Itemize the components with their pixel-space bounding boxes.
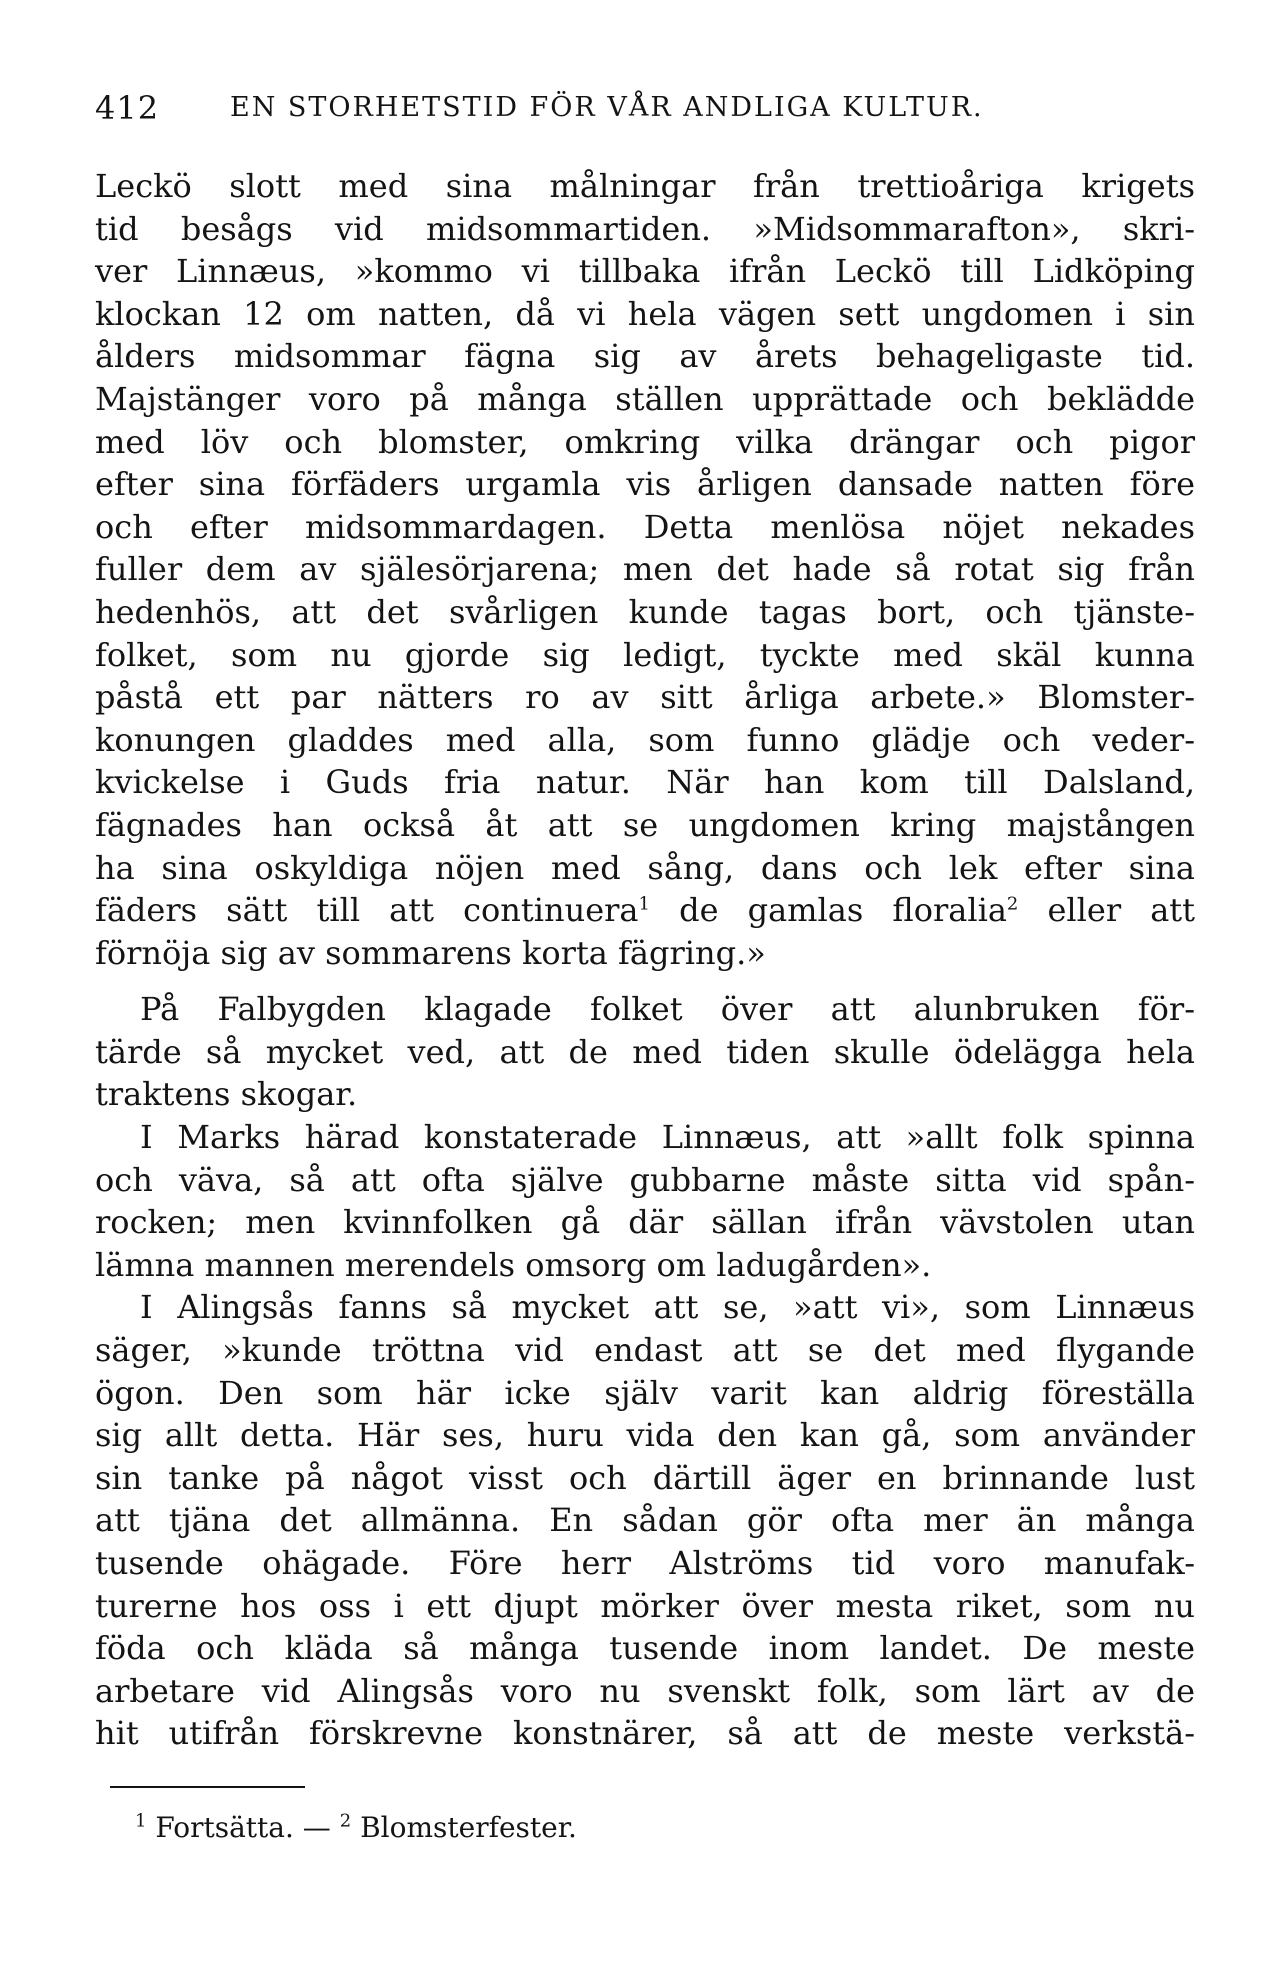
paragraph: [95, 1116, 1195, 1286]
text-line: hit utifrån förskrevne konstnärer, så att de meste verkstä-: [95, 1714, 1195, 1753]
text-line: traktens skogar.: [95, 1075, 358, 1114]
paragraph: [95, 988, 1195, 1116]
text-line: med löv och blomster, omkring vilka drängar och pigor: [95, 422, 1195, 461]
text-line: På Falbygden klagade folket över att alunbruken för-: [140, 990, 1195, 1029]
page-number: 412: [95, 89, 160, 127]
footnote-ref-2[interactable]: 2: [1006, 893, 1019, 915]
text-line: och väva, så att ofta själve gubbarne måste sitta vid spån-: [95, 1160, 1195, 1199]
text-line: säger, »kunde tröttna vid endast att se det med flygande: [95, 1331, 1195, 1370]
text-line: och efter midsommardagen. Detta menlösa nöjet nekades: [95, 507, 1195, 546]
book-page: [95, 0, 1195, 1973]
body-text: [95, 165, 1195, 1755]
text-line: föda och kläda så många tusende inom landet. De meste: [95, 1629, 1195, 1668]
footnote-separator-rule: [110, 1786, 305, 1788]
footnote-marker-1: 1: [135, 1810, 147, 1832]
text-line: hedenhös, att det svårligen kunde tagas bort, och tjänste-: [95, 592, 1195, 631]
text-line: ålders midsommar fägna sig av årets behageligaste tid.: [95, 337, 1195, 376]
text-line: sig allt detta. Här ses, huru vida den kan gå, som använder: [95, 1416, 1195, 1455]
text-line: tid besågs vid midsommartiden. »Midsommarafton», skri-: [95, 209, 1195, 248]
chapter-title: EN STORHETSTID FÖR VÅR ANDLIGA KULTUR.: [230, 92, 984, 123]
text-line: I Alingsås fanns så mycket att se, »att vi», som Linnæus: [140, 1288, 1195, 1327]
text-line: folket, som nu gjorde sig ledigt, tyckte med skäl kunna: [95, 635, 1195, 674]
text-line: ögon. Den som här icke själv varit kan aldrig föreställa: [95, 1373, 1195, 1412]
text-line: Majstänger voro på många ställen upprättade och beklädde: [95, 379, 1195, 418]
footnotes: [135, 1808, 1135, 1848]
text-line: klockan 12 om natten, då vi hela vägen sett ungdomen i sin: [95, 294, 1195, 333]
text-fragment: eller att: [1018, 891, 1196, 930]
text-line: ver Linnæus, »kommo vi tillbaka ifrån Leckö till Lidköping: [95, 252, 1195, 291]
text-line: förnöja sig av sommarens korta fägring.»: [95, 933, 766, 972]
text-line: kvickelse i Guds fria natur. När han kom till Dalsland,: [95, 763, 1195, 802]
text-line: efter sina förfäders urgamla vis årligen dansade natten före: [95, 465, 1195, 504]
text-line: rocken; men kvinnfolken gå där sällan ifrån vävstolen utan: [95, 1203, 1195, 1242]
text-line: ha sina oskyldiga nöjen med sång, dans och lek efter sina: [95, 848, 1195, 887]
footnote-marker-2: 2: [339, 1810, 352, 1832]
text-line-with-footnotes: [95, 889, 1195, 932]
footnote-text-1: Fortsätta.: [146, 1811, 294, 1844]
text-line: att tjäna det allmänna. En sådan gör ofta mer än många: [95, 1501, 1195, 1540]
footnote-ref-1[interactable]: 1: [638, 893, 650, 915]
footnote-dash: —: [293, 1811, 340, 1844]
text-line: I Marks härad konstaterade Linnæus, att »allt folk spinna: [140, 1118, 1195, 1157]
running-head: [95, 88, 1195, 128]
footnote-text-2: Blomsterfester.: [351, 1811, 577, 1844]
text-line: lämna mannen merendels omsorg om ladugården».: [95, 1245, 932, 1284]
text-line: turerne hos oss i ett djupt mörker över mesta riket, som nu: [95, 1586, 1195, 1625]
text-line: tusende ohägade. Före herr Alströms tid voro manufak-: [95, 1544, 1195, 1582]
text-line: sin tanke på något visst och därtill äger en brinnande lust: [95, 1458, 1195, 1497]
text-line: arbetare vid Alingsås voro nu svenskt folk, som lärt av de: [95, 1671, 1195, 1710]
text-fragment: fäders sätt till att continuera: [95, 891, 639, 930]
text-line: tärde så mycket ved, att de med tiden skulle ödelägga hela: [95, 1032, 1195, 1071]
text-line: konungen gladdes med alla, som funno glädje och veder-: [95, 720, 1195, 759]
text-line: fuller dem av själesörjarena; men det hade så rotat sig från: [95, 550, 1195, 589]
text-line: påstå ett par nätters ro av sitt årliga arbete.» Blomster-: [95, 678, 1195, 717]
text-fragment: de gamlas floralia: [649, 891, 1007, 930]
paragraph: [95, 165, 1195, 974]
paragraph: [95, 1286, 1195, 1755]
text-line: fägnades han också åt att se ungdomen kring majstången: [95, 805, 1195, 844]
text-line: Leckö slott med sina målningar från trettioåriga krigets: [95, 167, 1195, 205]
